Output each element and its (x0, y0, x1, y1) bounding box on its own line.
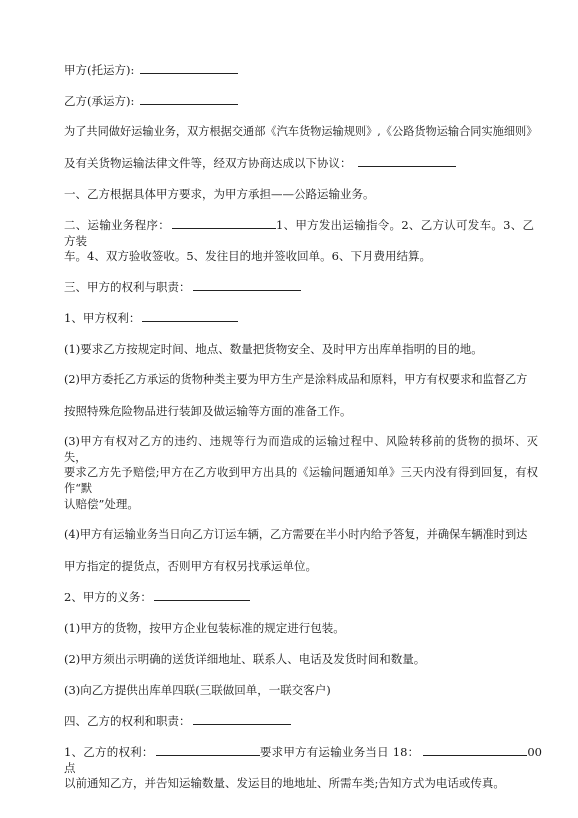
right-2-text-2: 按照特殊危险物品进行装卸及做运输等方面的准备工作。 (64, 404, 352, 418)
party-a-label: 甲方(托运方): (64, 63, 135, 77)
party-a-line (64, 62, 506, 78)
party-a-blank (140, 62, 238, 74)
intro-blank (358, 155, 456, 167)
party-b-line (64, 93, 506, 109)
party-a-duties-head (64, 589, 534, 605)
duty-3 (64, 682, 534, 698)
right-3-line-3 (64, 496, 534, 512)
right-3-text-1: (3)甲方有权对乙方的违约、违规等行为而造成的运输过程中、风险转移前的货物的损坏、灭失， (64, 435, 538, 464)
section-3-text: 三、甲方的权利与职责： (64, 280, 191, 294)
right-1-text: (1)要求乙方按规定时间、地点、数量把货物安全、及时甲方出库单指明的目的地。 (64, 342, 483, 356)
party-b-label: 乙方(承运方): (64, 94, 135, 108)
section-1 (64, 186, 534, 202)
section-2-line-1 (64, 217, 534, 249)
party-b-rights-mid: 要求甲方有运输业务当日 18： (259, 745, 420, 759)
section-2-text-2: 车。4、双方验收签收。5、发往目的地并签收回单。6、下月费用结算。 (64, 249, 431, 263)
party-b-rights-line-2 (64, 775, 534, 791)
section-2-line-2 (64, 248, 534, 264)
right-1 (64, 341, 534, 357)
right-2-line-1 (64, 372, 538, 388)
section-2-head: 二、运输业务程序： (64, 218, 170, 232)
intro-line-1 (64, 124, 538, 140)
party-b-rights-blank-1 (156, 744, 260, 756)
party-b-rights-tail: 00 点 (64, 745, 542, 775)
right-3-line-1 (64, 434, 538, 466)
party-b-rights-text-2: 以前通知乙方，并告知运输数量、发运目的地地址、所需车类;告知方式为电话或传真。 (64, 776, 505, 790)
right-3-text-3: 认赔偿”处理。 (64, 497, 139, 511)
right-3-line-2 (64, 465, 538, 497)
section-4-text: 四、乙方的权利和职责： (64, 714, 191, 728)
right-2-line-2 (64, 403, 534, 419)
party-b-blank (140, 93, 238, 105)
duty-1 (64, 620, 534, 636)
intro-line-2 (64, 155, 534, 171)
right-4-text-2: 甲方指定的提货点，否则甲方有权另找承运单位。 (64, 559, 317, 573)
party-a-rights-blank (142, 310, 238, 322)
right-4-text-1: (4)甲方有运输业务当日向乙方订运车辆，乙方需要在半小时内给予答复，并确保车辆准时到达 (64, 528, 528, 541)
section-2-tail: 1、甲方发出运输指令。2、乙方认可发车。3、乙方装 (64, 218, 534, 248)
section-3-blank (193, 279, 301, 291)
section-4-blank (193, 713, 291, 725)
party-b-rights-line-1 (64, 744, 542, 776)
duty-1-text: (1)甲方的货物，按甲方企业包装标准的规定进行包装。 (64, 621, 345, 635)
party-b-rights-head: 1、乙方的权利： (64, 745, 154, 759)
intro-text-1: 为了共同做好运输业务，双方根据交通部《汽车货物运输规则》,《公路货物运输合同实施细则》 (64, 125, 538, 138)
party-a-rights-head (64, 310, 534, 326)
section-4 (64, 713, 534, 729)
duty-2-text: (2)甲方须出示明确的送货详细地址、联系人、电话及发货时间和数量。 (64, 652, 426, 666)
duty-3-text: (3)向乙方提供出库单四联(三联做回单，一联交客户) (64, 683, 331, 697)
right-3-text-2: 要求乙方先予赔偿;甲方在乙方收到甲方出具的《运输问题通知单》三天内没有得到回复，有权作“默 (64, 466, 538, 495)
section-1-text: 一、乙方根据具体甲方要求，为甲方承担——公路运输业务。 (64, 187, 375, 201)
section-3 (64, 279, 534, 295)
right-2-text-1: (2)甲方委托乙方承运的货物种类主要为甲方生产是涂料成品和原料，甲方有权要求和监督乙方 (64, 373, 528, 386)
party-a-duties-text: 2、甲方的义务： (64, 590, 152, 604)
duty-2 (64, 651, 534, 667)
right-4-line-2 (64, 558, 534, 574)
section-2-blank (172, 217, 276, 229)
party-a-rights-text: 1、甲方权利： (64, 311, 141, 325)
party-a-duties-blank (154, 589, 250, 601)
party-b-rights-blank-2 (423, 744, 527, 756)
intro-text-2: 及有关货物运输法律文件等，经双方协商达成以下协议： (64, 156, 352, 170)
right-4-line-1 (64, 527, 538, 543)
